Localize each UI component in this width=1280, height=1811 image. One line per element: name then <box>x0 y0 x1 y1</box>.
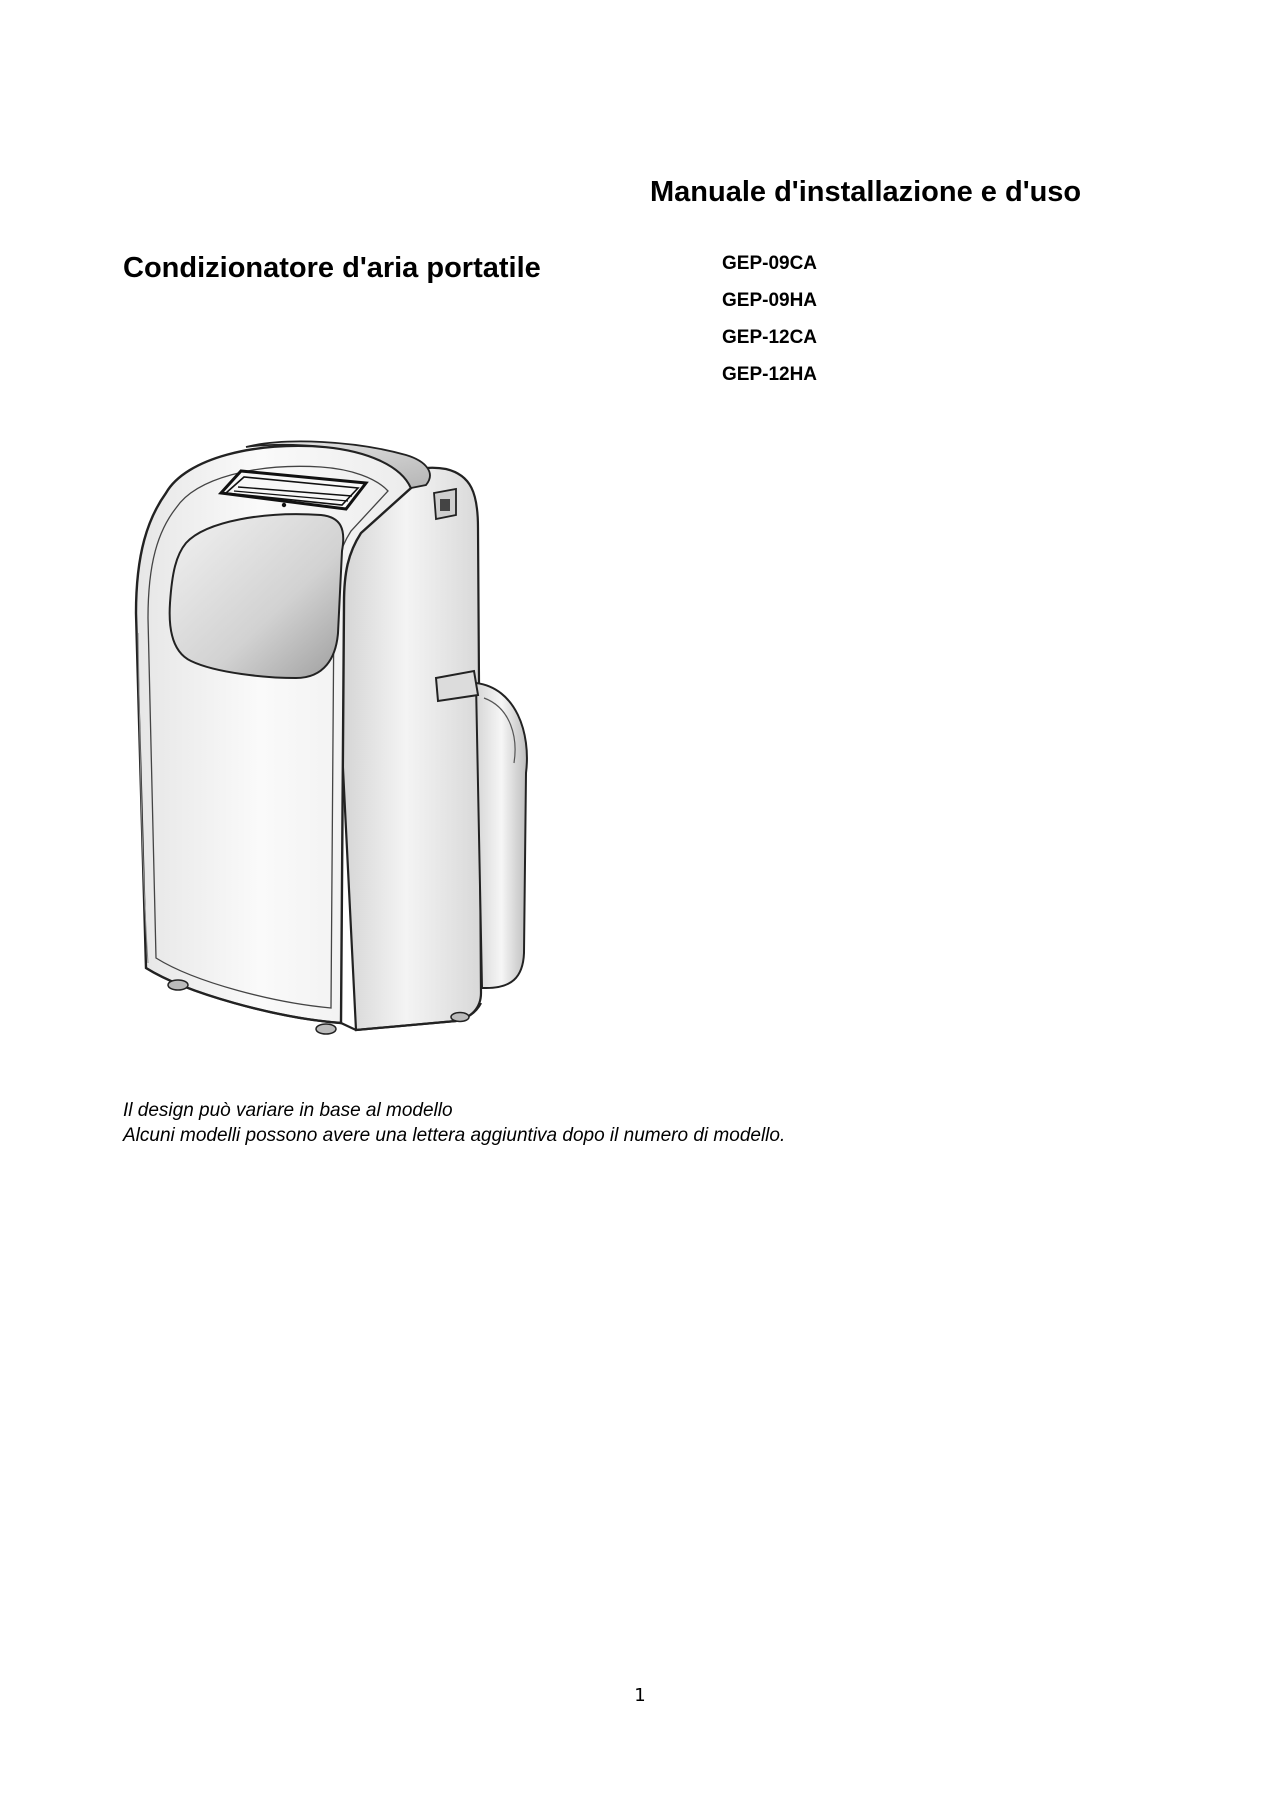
model-number: GEP-09CA <box>722 253 818 274</box>
caption-line: Il design può variare in base al modello <box>123 1100 453 1121</box>
model-number: GEP-12HA <box>722 364 818 385</box>
page-number: 1 <box>634 1685 646 1706</box>
model-number: GEP-09HA <box>722 290 818 311</box>
caption-line: Alcuni modelli possono avere una lettera aggiuntiva dopo il numero di modello. <box>123 1125 786 1146</box>
portable-air-conditioner-illustration <box>126 433 546 1045</box>
illustration-caption <box>123 1098 785 1148</box>
model-list <box>722 251 817 399</box>
manual-title: Manuale d'installazione e d'uso <box>650 176 1082 208</box>
product-title: Condizionatore d'aria portatile <box>123 252 541 284</box>
model-number: GEP-12CA <box>722 327 818 348</box>
